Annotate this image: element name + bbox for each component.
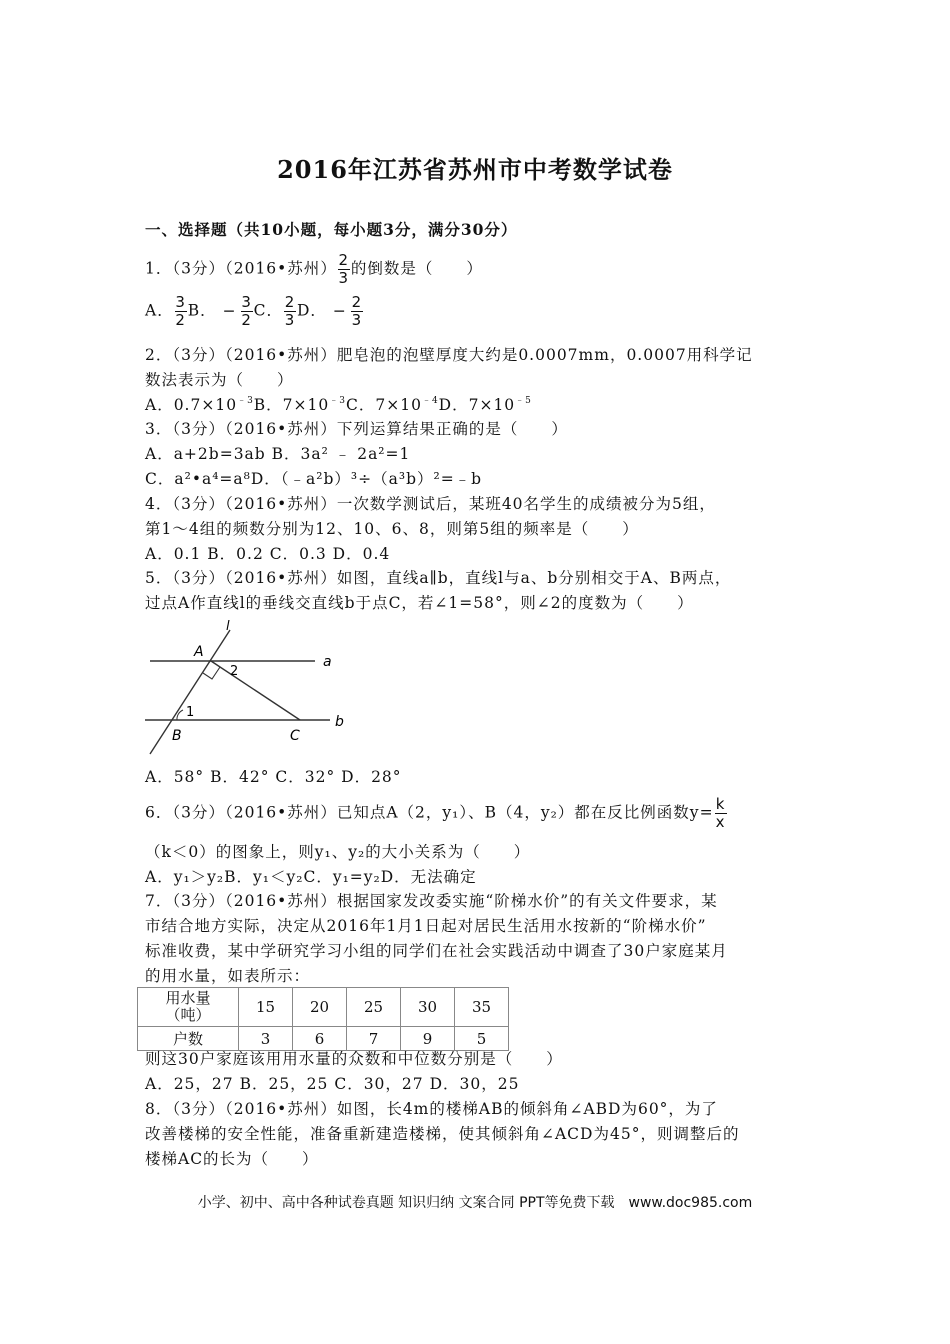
question-8-cont1: 改善楼梯的安全性能，准备重新建造楼梯，使其倾斜角∠ACD为45°，则调整后的 xyxy=(145,1125,740,1143)
q5-options: A．58° B．42° C．32° D．28° xyxy=(145,768,402,786)
label-A: A xyxy=(194,644,204,660)
q2-options: A．$0.7\times 10^{﹣3}B$．$7\times 10^{﹣3}C$．$7\times 10^{﹣4}D$．$7\times 10^{﹣5}$ xyxy=(145,396,532,414)
label-angle-2: 2 xyxy=(230,664,239,679)
water-usage-table xyxy=(137,987,509,1051)
table-cell: 9 xyxy=(401,1027,455,1051)
table-header-households: 户数 xyxy=(138,1027,239,1051)
line-l xyxy=(150,630,230,754)
line-ac xyxy=(211,661,300,720)
question-8-cont2: 楼梯AC的长为（ ） xyxy=(145,1150,319,1168)
question-4-cont: 第1～4组的频数分别为12、10、6、8，则第5组的频率是（ ） xyxy=(145,520,639,538)
table-header-usage: 用水量 （吨） xyxy=(138,988,239,1027)
question-2: 2．（3分）（2016•苏州）肥皂泡的泡壁厚度大约是0.0007mm，0.0007用科学记 xyxy=(145,346,753,364)
question-7-cont2: 标准收费，某中学研究学习小组的同学们在社会实践活动中调查了30户家庭某月 xyxy=(145,942,728,960)
question-8: 8．（3分）（2016•苏州）如图，长4m的楼梯AB的倾斜角∠ABD为60°，为了 xyxy=(145,1100,718,1118)
table-cell: 5 xyxy=(455,1027,509,1051)
question-5-cont: 过点A作直线l的垂线交直线b于点C，若∠1=58°，则∠2的度数为（ ） xyxy=(145,594,694,612)
q3-options-cd: C．a²•a⁴=a⁸D．（﹣a²b）³÷（a³b）²=﹣b xyxy=(145,470,483,488)
q6-fraction: $\frac{k}{x}$ xyxy=(715,795,726,831)
table-cell: 25 xyxy=(347,988,401,1027)
table-row xyxy=(138,988,509,1027)
q6-options: A．y₁＞y₂B．y₁＜y₂C．y₁=y₂D．无法确定 xyxy=(145,868,477,886)
q1-b-frac: $\frac{3}{2}$ xyxy=(241,293,252,329)
q1-c-frac: $\frac{2}{3}$ xyxy=(284,293,296,329)
question-2-cont: 数法表示为（ ） xyxy=(145,371,294,389)
question-6-cont: （k＜0）的图象上，则y₁、y₂的大小关系为（ ） xyxy=(145,843,531,861)
q1-option-b: B． xyxy=(187,301,217,320)
q1-option-a: A． xyxy=(145,301,174,320)
question-7: 7．（3分）（2016•苏州）根据国家发改委实施“阶梯水价”的有关文件要求，某 xyxy=(145,892,718,910)
table-cell: 20 xyxy=(293,988,347,1027)
q7-options: A．25，27 B．25，25 C．30，27 D．30，25 xyxy=(145,1075,520,1093)
page-footer: 小学、初中、高中各种试卷真题 知识归纳 文案合同 PPT等免费下载 www.doc985.com xyxy=(197,1195,753,1211)
q1-options xyxy=(145,294,364,329)
question-6: 6．（3分）（2016•苏州）已知点A（2，y₁）、B（4，y₂）都在反比例函数y= $\frac{k}{x}$ xyxy=(145,795,726,831)
label-b: b xyxy=(335,714,344,730)
question-7-cont4: 则这30户家庭该用用水量的众数和中位数分别是（ ） xyxy=(145,1050,563,1068)
question-4: 4．（3分）（2016•苏州）一次数学测试后，某班40名学生的成绩被分为5组， xyxy=(145,495,716,513)
q5-figure xyxy=(140,618,350,758)
q1-option-c: C． xyxy=(253,301,283,320)
section-heading: 一、选择题（共10小题，每小题3分，满分30分） xyxy=(145,220,518,239)
q1-a-frac: $\frac{3}{2}$ xyxy=(175,293,186,329)
q1-suffix: 的倒数是（ ） xyxy=(350,259,483,278)
question-7-cont1: 市结合地方实际，决定从2016年1月1日起对居民生活用水按新的“阶梯水价” xyxy=(145,917,707,935)
table-cell: 6 xyxy=(293,1027,347,1051)
table-cell: 30 xyxy=(401,988,455,1027)
label-a: a xyxy=(323,654,332,670)
label-angle-1: 1 xyxy=(186,705,195,720)
q1-option-d: D． xyxy=(296,301,327,320)
question-3: 3．（3分）（2016•苏州）下列运算结果正确的是（ ） xyxy=(145,420,568,438)
q3-options-ab: A．a+2b=3ab B．3a² ﹣ 2a²=1 xyxy=(145,445,411,463)
q1-d-frac: $\frac{2}{3}$ xyxy=(351,293,363,329)
label-B: B xyxy=(172,728,182,744)
table-cell: 15 xyxy=(239,988,293,1027)
q1-d-neg: − xyxy=(332,301,347,320)
table-cell: 7 xyxy=(347,1027,401,1051)
q1-b-neg: − xyxy=(222,301,237,320)
label-l: l xyxy=(226,619,230,634)
q1-fraction: $\frac{2}{3}$ xyxy=(338,251,350,287)
question-7-cont3: 的用水量，如表所示： xyxy=(145,967,311,985)
q4-options: A．0.1 B．0.2 C．0.3 D．0.4 xyxy=(145,545,391,563)
table-cell: 35 xyxy=(455,988,509,1027)
q1-prefix: 1．（3分）（2016•苏州） xyxy=(145,259,337,278)
exam-title: 2016年江苏省苏州市中考数学试卷 xyxy=(277,155,673,184)
question-1 xyxy=(145,252,483,287)
question-5: 5．（3分）（2016•苏州）如图，直线a∥b，直线l与a、b分别相交于A、B两点， xyxy=(145,569,732,587)
table-cell: 3 xyxy=(239,1027,293,1051)
label-C: C xyxy=(290,728,300,744)
